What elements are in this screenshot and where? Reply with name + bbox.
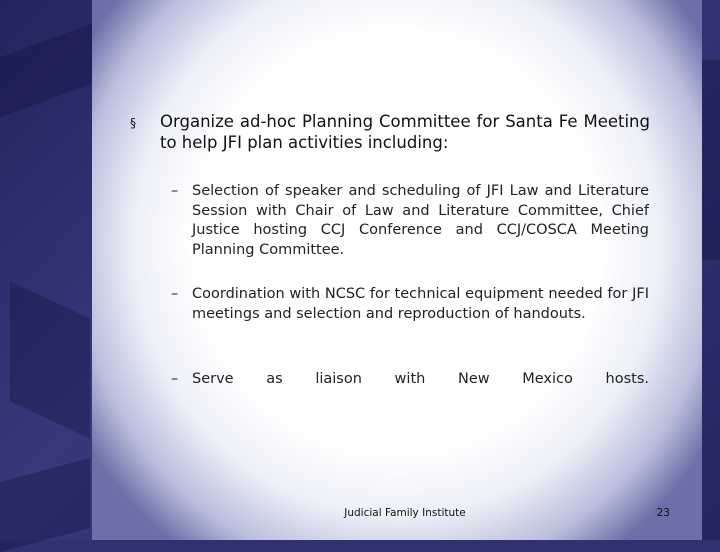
bullet-marker: § bbox=[130, 116, 136, 130]
slide-footer: Judicial Family Institute bbox=[344, 507, 466, 519]
sub-bullet-dash: – bbox=[171, 371, 179, 387]
sub-bullet-dash: – bbox=[171, 286, 179, 302]
background-shape bbox=[700, 60, 720, 260]
sub-bullet-text: Serve as liaison with New Mexico hosts. bbox=[192, 371, 649, 387]
content-panel bbox=[92, 0, 702, 540]
sub-bullet-text: Selection of speaker and scheduling of JFI Law and Literature Session with Chair of Law and Literature Committee, Chief Justice hosting CCJ Conference and CCJ/COSCA Meeting Planning Committee. bbox=[192, 183, 649, 258]
sub-bullet bbox=[171, 182, 649, 260]
main-bullet bbox=[130, 111, 650, 153]
main-bullet-text: Organize ad-hoc Planning Committee for Santa Fe Meeting to help JFI plan activities including: bbox=[160, 112, 650, 152]
sub-bullet-dash: – bbox=[171, 183, 179, 199]
sub-bullet-text: Coordination with NCSC for technical equipment needed for JFI meetings and selection and reproduction of handouts. bbox=[192, 286, 649, 322]
sub-bullet bbox=[171, 285, 649, 324]
page-number: 23 bbox=[656, 507, 670, 519]
sub-bullet bbox=[171, 370, 649, 390]
